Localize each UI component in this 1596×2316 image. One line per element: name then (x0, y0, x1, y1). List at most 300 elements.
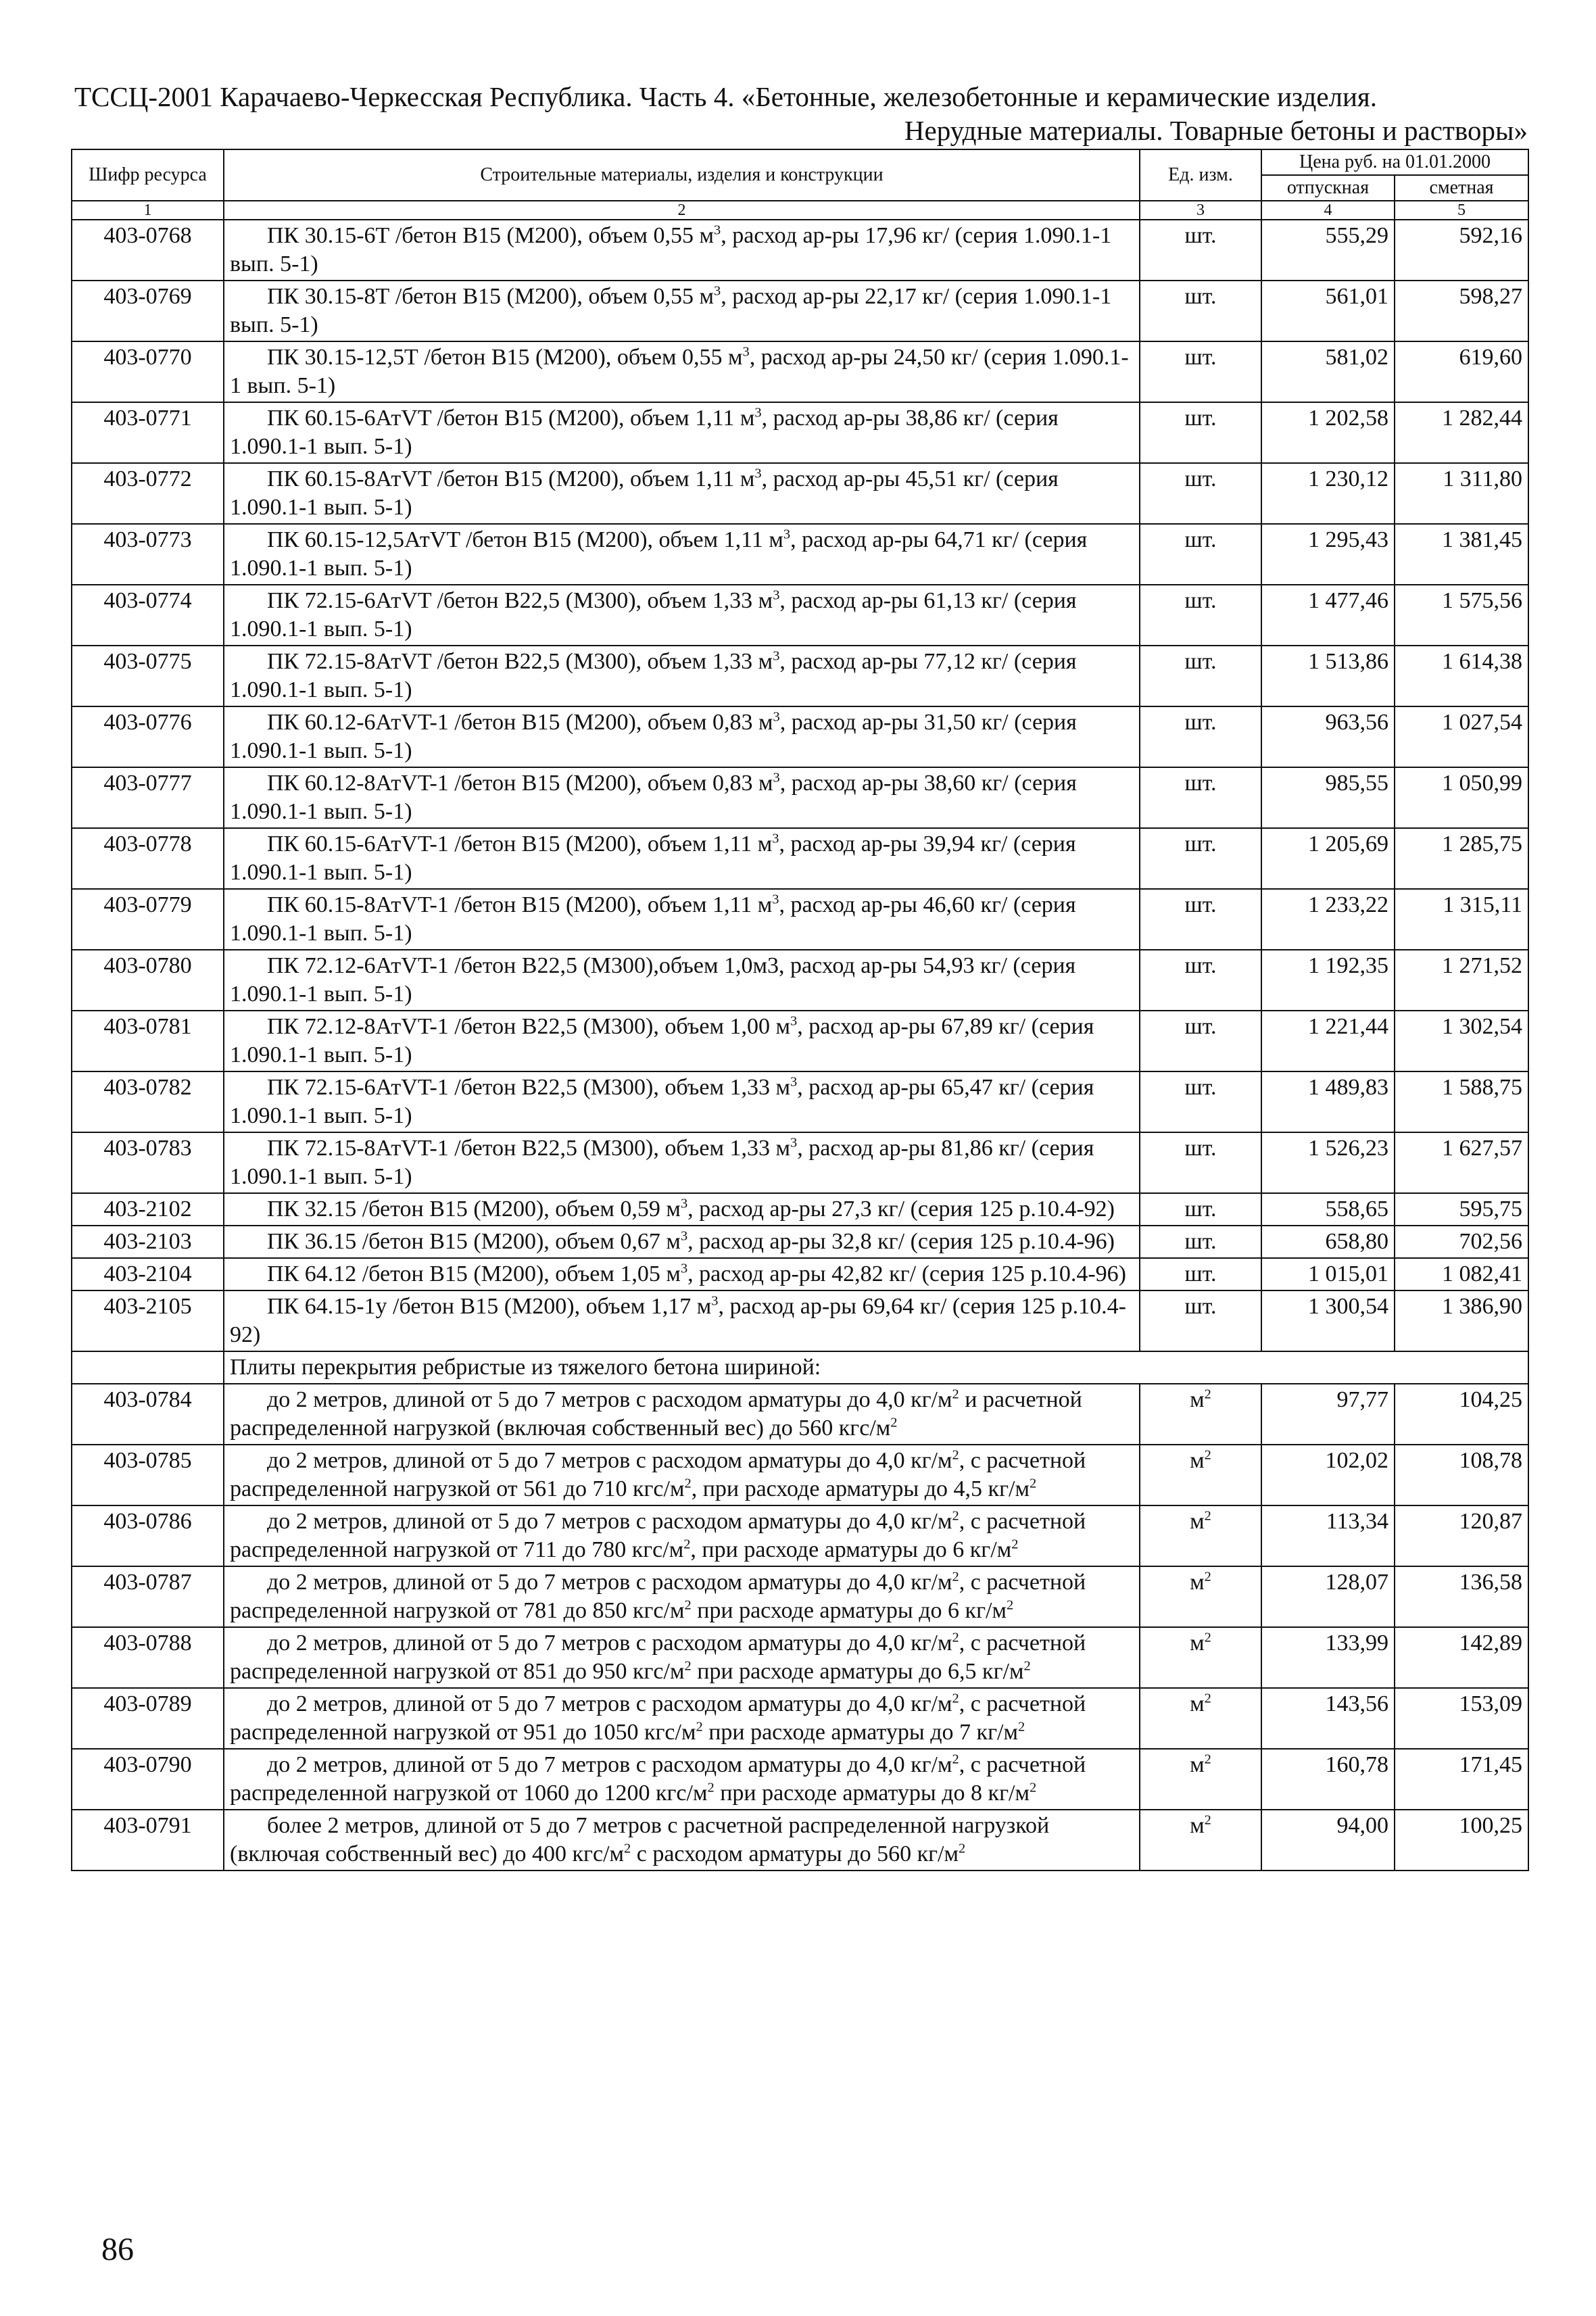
description-text: при расходе арматуры до 7 кг/м (702, 1720, 1018, 1745)
description-text: , при расходе арматуры до 4,5 кг/м (691, 1476, 1030, 1501)
estimate-price: 142,89 (1395, 1627, 1528, 1688)
superscript: 2 (624, 1841, 631, 1856)
description-text: , с расчетной распределенной нагрузкой от 851 до 950 кгс/м (230, 1631, 1086, 1684)
superscript: 2 (1006, 1597, 1014, 1613)
superscript: 2 (890, 1415, 898, 1430)
superscript: 3 (790, 1013, 798, 1029)
description-text: до 2 метров, длиной от 5 до 7 метров с расходом арматуры до 4,0 кг/м (267, 1752, 952, 1777)
resource-code: 403-0772 (72, 463, 224, 524)
estimate-price: 108,78 (1395, 1445, 1528, 1505)
item-description (224, 1193, 1140, 1226)
unit-text: м (1190, 1691, 1205, 1716)
description-text: , с расчетной распределенной нагрузкой от 1060 до 1200 кгс/м (230, 1752, 1086, 1806)
release-price: 581,02 (1261, 341, 1395, 402)
item-description (224, 1132, 1140, 1193)
superscript: 2 (1011, 1537, 1019, 1552)
superscript: 3 (680, 1228, 688, 1244)
release-price: 963,56 (1261, 706, 1395, 767)
superscript: 3 (773, 709, 780, 725)
table-row (72, 1505, 1528, 1566)
estimate-price: 1 315,11 (1395, 889, 1528, 950)
column-number: 1 (72, 201, 224, 220)
superscript: 3 (790, 1074, 798, 1090)
table-row (72, 706, 1528, 767)
item-description (224, 220, 1140, 281)
unit-text: шт. (1184, 588, 1217, 613)
superscript: 2 (952, 1752, 959, 1767)
unit-superscript: 2 (1204, 1691, 1211, 1706)
unit-of-measure (1140, 1258, 1261, 1290)
table-row (72, 767, 1528, 828)
item-description (224, 1226, 1140, 1258)
item-description (224, 1258, 1140, 1290)
description-text: ПК 60.15-8АтVT /бетон В15 (М200), объем 1,11 м (267, 466, 755, 491)
resource-code: 403-0782 (72, 1071, 224, 1132)
section-heading-row (72, 1351, 1528, 1384)
unit-text: шт. (1184, 406, 1217, 431)
resource-code: 403-0775 (72, 646, 224, 706)
item-description (224, 889, 1140, 950)
unit-of-measure (1140, 1011, 1261, 1071)
resource-code: 403-0785 (72, 1445, 224, 1505)
item-description (224, 341, 1140, 402)
unit-of-measure (1140, 1290, 1261, 1351)
resource-code: 403-0783 (72, 1132, 224, 1193)
superscript: 2 (952, 1630, 959, 1645)
table-row (72, 524, 1528, 585)
release-price: 1 489,83 (1261, 1071, 1395, 1132)
description-text: , расход ар-ры 32,8 кг/ (серия 125 р.10.4-96) (687, 1229, 1115, 1254)
superscript: 2 (952, 1508, 959, 1524)
unit-text: шт. (1184, 831, 1217, 857)
release-price: 558,65 (1261, 1193, 1395, 1226)
release-price: 143,56 (1261, 1688, 1395, 1749)
unit-of-measure (1140, 950, 1261, 1011)
description-text: при расходе арматуры до 6,5 кг/м (691, 1659, 1024, 1684)
item-description (224, 1384, 1140, 1445)
unit-of-measure (1140, 1071, 1261, 1132)
superscript: 2 (1023, 1658, 1031, 1674)
description-text: до 2 метров, длиной от 5 до 7 метров с расходом арматуры до 4,0 кг/м (267, 1570, 952, 1595)
superscript: 3 (772, 831, 779, 846)
resource-code-empty (72, 1351, 224, 1384)
resource-code: 403-0777 (72, 767, 224, 828)
table-row (72, 402, 1528, 463)
superscript: 2 (952, 1691, 959, 1706)
resource-code: 403-0788 (72, 1627, 224, 1688)
estimate-price: 1 614,38 (1395, 646, 1528, 706)
table-row (72, 1566, 1528, 1627)
superscript: 3 (773, 770, 780, 786)
superscript: 2 (952, 1569, 959, 1585)
table-row (72, 1258, 1528, 1290)
resource-code: 403-0781 (72, 1011, 224, 1071)
estimate-price: 1 027,54 (1395, 706, 1528, 767)
unit-text: шт. (1184, 1136, 1217, 1161)
unit-text: м (1190, 1570, 1205, 1595)
description-text: ПК 36.15 /бетон В15 (М200), объем 0,67 м (267, 1229, 681, 1254)
superscript: 3 (711, 1293, 719, 1309)
item-description (224, 1688, 1140, 1749)
description-text: , с расчетной распределенной нагрузкой от 951 до 1050 кгс/м (230, 1691, 1086, 1745)
description-text: , расход ар-ры 38,86 кг/ (серия 1.090.1-1 вып. 5-1) (230, 406, 1059, 459)
resource-code: 403-0774 (72, 585, 224, 646)
column-number: 3 (1140, 201, 1261, 220)
resource-code: 403-2105 (72, 1290, 224, 1351)
release-price: 102,02 (1261, 1445, 1395, 1505)
unit-of-measure (1140, 767, 1261, 828)
estimate-price: 1 285,75 (1395, 828, 1528, 889)
unit-text: шт. (1184, 1014, 1217, 1039)
description-text: ПК 60.15-8АтVT-1 /бетон В15 (М200), объем 1,11 м (267, 892, 773, 917)
superscript: 2 (1017, 1719, 1025, 1735)
release-price: 1 205,69 (1261, 828, 1395, 889)
description-text: , при расходе арматуры до 6 кг/м (690, 1537, 1012, 1562)
superscript: 3 (742, 344, 750, 360)
document-header (74, 80, 1528, 147)
header-line-1: ТССЦ-2001 Карачаево-Черкесская Республика. Часть 4. «Бетонные, железобетонные и керамические изделия. (74, 81, 1378, 112)
unit-of-measure (1140, 281, 1261, 341)
column-number: 5 (1395, 201, 1528, 220)
unit-text: шт. (1184, 527, 1217, 552)
table-row (72, 950, 1528, 1011)
description-text: и расчетной распределенной нагрузкой (включая собственный вес) до 560 кгс/м (230, 1387, 1082, 1441)
table-row (72, 1193, 1528, 1226)
description-text: , расход ар-ры 46,60 кг/ (серия 1.090.1-1 вып. 5-1) (230, 892, 1076, 946)
estimate-price: 104,25 (1395, 1384, 1528, 1445)
superscript: 3 (680, 1196, 688, 1211)
resource-code: 403-0790 (72, 1749, 224, 1810)
description-text: ПК 32.15 /бетон В15 (М200), объем 0,59 м (267, 1197, 681, 1222)
estimate-price: 171,45 (1395, 1749, 1528, 1810)
resource-code: 403-0780 (72, 950, 224, 1011)
resource-code: 403-0771 (72, 402, 224, 463)
resource-code: 403-2104 (72, 1258, 224, 1290)
item-description (224, 1290, 1140, 1351)
description-text: , расход ар-ры 31,50 кг/ (серия 1.090.1-1 вып. 5-1) (230, 710, 1077, 763)
table-row (72, 1071, 1528, 1132)
description-text: ПК 72.15-6АтVT-1 /бетон В22,5 (М300), объем 1,33 м (267, 1075, 790, 1100)
table-row (72, 341, 1528, 402)
column-header-release-price: отпускная (1261, 175, 1395, 201)
description-text: , расход ар-ры 42,82 кг/ (серия 125 р.10.4-96) (687, 1261, 1126, 1286)
description-text: ПК 72.12-8АтVT-1 /бетон В22,5 (М300), объем 1,00 м (267, 1014, 790, 1039)
superscript: 3 (772, 892, 779, 907)
unit-text: шт. (1184, 1261, 1217, 1286)
item-description (224, 950, 1140, 1011)
release-price: 160,78 (1261, 1749, 1395, 1810)
column-header-description: Строительные материалы, изделия и конструкции (224, 149, 1140, 201)
item-description (224, 524, 1140, 585)
release-price: 1 233,22 (1261, 889, 1395, 950)
description-text: ПК 72.15-8АтVT /бетон В22,5 (М300), объем 1,33 м (267, 649, 773, 674)
description-text: до 2 метров, длиной от 5 до 7 метров с расходом арматуры до 4,0 кг/м (267, 1448, 952, 1473)
resource-code: 403-0779 (72, 889, 224, 950)
item-description (224, 767, 1140, 828)
resource-code: 403-0791 (72, 1810, 224, 1871)
estimate-price: 595,75 (1395, 1193, 1528, 1226)
superscript: 2 (1029, 1780, 1037, 1795)
description-text: , расход ар-ры 77,12 кг/ (серия 1.090.1-1 вып. 5-1) (230, 649, 1077, 702)
column-numbers-row (72, 201, 1528, 220)
description-text: ПК 72.15-8АтVT-1 /бетон В22,5 (М300), объем 1,33 м (267, 1136, 790, 1161)
resource-code: 403-0776 (72, 706, 224, 767)
release-price: 1 230,12 (1261, 463, 1395, 524)
description-text: ПК 30.15-8Т /бетон В15 (М200), объем 0,55 м (267, 284, 715, 309)
description-text: более 2 метров, длиной от 5 до 7 метров с расчетной распределенной нагрузкой (включая собственный вес) до 400 кгс/м (230, 1813, 1050, 1866)
estimate-price: 592,16 (1395, 220, 1528, 281)
release-price: 561,01 (1261, 281, 1395, 341)
release-price: 985,55 (1261, 767, 1395, 828)
superscript: 3 (773, 587, 780, 603)
description-text: , расход ар-ры 61,13 кг/ (серия 1.090.1-1 вып. 5-1) (230, 588, 1077, 642)
unit-of-measure (1140, 1132, 1261, 1193)
description-text: , расход ар-ры 69,64 кг/ (серия 125 р.10.4-92) (230, 1294, 1126, 1347)
table-row (72, 1688, 1528, 1749)
table-row (72, 463, 1528, 524)
unit-text: шт. (1184, 284, 1217, 309)
unit-text: м (1190, 1509, 1205, 1534)
release-price: 1 300,54 (1261, 1290, 1395, 1351)
release-price: 128,07 (1261, 1566, 1395, 1627)
item-description (224, 463, 1140, 524)
price-table (71, 149, 1529, 1871)
item-description (224, 585, 1140, 646)
estimate-price: 120,87 (1395, 1505, 1528, 1566)
unit-text: м (1190, 1448, 1205, 1473)
release-price: 1 015,01 (1261, 1258, 1395, 1290)
table-row (72, 1384, 1528, 1445)
release-price: 1 526,23 (1261, 1132, 1395, 1193)
description-text: с расходом арматуры до 560 кг/м (631, 1841, 959, 1866)
estimate-price: 100,25 (1395, 1810, 1528, 1871)
unit-superscript: 2 (1204, 1812, 1211, 1828)
unit-text: шт. (1184, 466, 1217, 491)
estimate-price: 619,60 (1395, 341, 1528, 402)
unit-of-measure (1140, 220, 1261, 281)
superscript: 3 (714, 283, 721, 299)
superscript: 2 (684, 1658, 692, 1674)
column-header-unit: Ед. изм. (1140, 149, 1261, 201)
superscript: 2 (707, 1780, 715, 1795)
estimate-price: 1 302,54 (1395, 1011, 1528, 1071)
unit-of-measure (1140, 1749, 1261, 1810)
description-text: до 2 метров, длиной от 5 до 7 метров с расходом арматуры до 4,0 кг/м (267, 1691, 952, 1716)
item-description (224, 1627, 1140, 1688)
superscript: 2 (959, 1841, 966, 1856)
table-row (72, 1627, 1528, 1688)
item-description (224, 1566, 1140, 1627)
unit-superscript: 2 (1204, 1630, 1211, 1645)
table-row (72, 1226, 1528, 1258)
unit-of-measure (1140, 646, 1261, 706)
item-description (224, 1749, 1140, 1810)
superscript: 3 (754, 466, 762, 481)
description-text: , расход ар-ры 64,71 кг/ (серия 1.090.1-1 вып. 5-1) (230, 527, 1088, 581)
superscript: 2 (683, 1537, 691, 1552)
unit-of-measure (1140, 585, 1261, 646)
estimate-price: 1 311,80 (1395, 463, 1528, 524)
unit-text: шт. (1184, 1294, 1217, 1319)
estimate-price: 1 282,44 (1395, 402, 1528, 463)
unit-of-measure (1140, 341, 1261, 402)
table-row (72, 281, 1528, 341)
unit-text: шт. (1184, 223, 1217, 248)
description-text: , расход ар-ры 27,3 кг/ (серия 125 р.10.4-92) (687, 1197, 1115, 1222)
description-text: при расходе арматуры до 8 кг/м (714, 1781, 1030, 1806)
description-text: , расход ар-ры 38,60 кг/ (серия 1.090.1-1 вып. 5-1) (230, 771, 1077, 824)
header-line-2: Нерудные материалы. Товарные бетоны и растворы» (904, 115, 1528, 146)
release-price: 658,80 (1261, 1226, 1395, 1258)
unit-of-measure (1140, 828, 1261, 889)
release-price: 1 477,46 (1261, 585, 1395, 646)
column-header-price: Цена руб. на 01.01.2000 (1261, 149, 1528, 175)
description-text: ПК 72.15-6АтVT /бетон В22,5 (М300), объем 1,33 м (267, 588, 773, 613)
unit-of-measure (1140, 1688, 1261, 1749)
resource-code: 403-0778 (72, 828, 224, 889)
estimate-price: 1 627,57 (1395, 1132, 1528, 1193)
description-text: ПК 64.12 /бетон В15 (М200), объем 1,05 м (267, 1261, 681, 1286)
description-text: , с расчетной распределенной нагрузкой от 781 до 850 кгс/м (230, 1570, 1086, 1623)
estimate-price: 1 588,75 (1395, 1071, 1528, 1132)
description-text: ПК 60.12-6АтVT-1 /бетон В15 (М200), объем 0,83 м (267, 710, 773, 735)
item-description (224, 1445, 1140, 1505)
table-row (72, 1132, 1528, 1193)
estimate-price: 1 386,90 (1395, 1290, 1528, 1351)
description-text: , расход ар-ры 67,89 кг/ (серия 1.090.1-1 вып. 5-1) (230, 1014, 1094, 1067)
resource-code: 403-0789 (72, 1688, 224, 1749)
superscript: 3 (680, 1261, 688, 1276)
description-text: , расход ар-ры 81,86 кг/ (серия 1.090.1-1 вып. 5-1) (230, 1136, 1094, 1189)
unit-text: шт. (1184, 1197, 1217, 1222)
estimate-price: 136,58 (1395, 1566, 1528, 1627)
unit-superscript: 2 (1204, 1447, 1211, 1463)
column-header-code: Шифр ресурса (72, 149, 224, 201)
item-description (224, 1071, 1140, 1132)
table-row (72, 828, 1528, 889)
unit-text: м (1190, 1387, 1205, 1412)
unit-of-measure (1140, 1384, 1261, 1445)
unit-text: м (1190, 1631, 1205, 1656)
superscript: 3 (754, 405, 762, 420)
superscript: 2 (684, 1476, 692, 1491)
superscript: 3 (773, 648, 780, 664)
unit-text: шт. (1184, 892, 1217, 917)
release-price: 1 192,35 (1261, 950, 1395, 1011)
item-description (224, 1011, 1140, 1071)
description-text: , расход ар-ры 24,50 кг/ (серия 1.090.1-1 вып. 5-1) (230, 345, 1129, 398)
table-row (72, 646, 1528, 706)
description-text: до 2 метров, длиной от 5 до 7 метров с расходом арматуры до 4,0 кг/м (267, 1631, 952, 1656)
estimate-price: 1 050,99 (1395, 767, 1528, 828)
estimate-price: 1 575,56 (1395, 585, 1528, 646)
unit-of-measure (1140, 1566, 1261, 1627)
estimate-price: 598,27 (1395, 281, 1528, 341)
description-text: ПК 60.15-6АтVT /бетон В15 (М200), объем 1,11 м (267, 406, 755, 431)
table-row (72, 1011, 1528, 1071)
price-table-body (72, 220, 1528, 1871)
description-text: , расход ар-ры 65,47 кг/ (серия 1.090.1-1 вып. 5-1) (230, 1075, 1094, 1128)
page-number: 86 (101, 2231, 134, 2267)
description-text: до 2 метров, длиной от 5 до 7 метров с расходом арматуры до 4,0 кг/м (267, 1509, 952, 1534)
table-row (72, 1749, 1528, 1810)
release-price: 97,77 (1261, 1384, 1395, 1445)
resource-code: 403-0784 (72, 1384, 224, 1445)
description-text: , с расчетной распределенной нагрузкой от 561 до 710 кгс/м (230, 1448, 1086, 1501)
description-text: , расход ар-ры 39,94 кг/ (серия 1.090.1-1 вып. 5-1) (230, 831, 1076, 885)
resource-code: 403-2102 (72, 1193, 224, 1226)
unit-of-measure (1140, 463, 1261, 524)
unit-text: шт. (1184, 953, 1217, 978)
unit-superscript: 2 (1204, 1752, 1211, 1767)
unit-text: м (1190, 1752, 1205, 1777)
unit-of-measure (1140, 889, 1261, 950)
description-text: , расход ар-ры 17,96 кг/ (серия 1.090.1-1 вып. 5-1) (230, 223, 1112, 276)
estimate-price: 702,56 (1395, 1226, 1528, 1258)
description-text: до 2 метров, длиной от 5 до 7 метров с расходом арматуры до 4,0 кг/м (267, 1387, 952, 1412)
release-price: 1 295,43 (1261, 524, 1395, 585)
release-price: 113,34 (1261, 1505, 1395, 1566)
unit-text: м (1190, 1813, 1205, 1838)
item-description (224, 706, 1140, 767)
resource-code: 403-2103 (72, 1226, 224, 1258)
item-description (224, 402, 1140, 463)
description-text: ПК 60.15-12,5АтVT /бетон В15 (М200), объем 1,11 м (267, 527, 783, 552)
item-description (224, 281, 1140, 341)
unit-text: шт. (1184, 649, 1217, 674)
unit-of-measure (1140, 1505, 1261, 1566)
table-row (72, 585, 1528, 646)
column-number: 2 (224, 201, 1140, 220)
unit-text: шт. (1184, 345, 1217, 370)
table-row (72, 220, 1528, 281)
table-row (72, 889, 1528, 950)
description-text: ПК 30.15-12,5Т /бетон В15 (М200), объем 0,55 м (267, 345, 743, 370)
table-row (72, 1445, 1528, 1505)
release-price: 94,00 (1261, 1810, 1395, 1871)
description-text: ПК 30.15-6Т /бетон В15 (М200), объем 0,55 м (267, 223, 715, 248)
unit-text: шт. (1184, 1229, 1217, 1254)
item-description (224, 646, 1140, 706)
resource-code: 403-0787 (72, 1566, 224, 1627)
estimate-price: 1 381,45 (1395, 524, 1528, 585)
superscript: 2 (952, 1386, 959, 1402)
unit-of-measure (1140, 1445, 1261, 1505)
estimate-price: 1 271,52 (1395, 950, 1528, 1011)
superscript: 2 (1029, 1476, 1037, 1491)
description-text: ПК 72.12-6АтVT-1 /бетон В22,5 (М300),объем 1,0м3, расход ар-ры 54,93 кг/ (серия 1.090.1-1 вып. 5-1) (230, 953, 1076, 1007)
resource-code: 403-0786 (72, 1505, 224, 1566)
release-price: 1 513,86 (1261, 646, 1395, 706)
release-price: 133,99 (1261, 1627, 1395, 1688)
resource-code: 403-0770 (72, 341, 224, 402)
superscript: 3 (714, 222, 721, 238)
unit-of-measure (1140, 402, 1261, 463)
resource-code: 403-0769 (72, 281, 224, 341)
column-number: 4 (1261, 201, 1395, 220)
unit-of-measure (1140, 706, 1261, 767)
resource-code: 403-0768 (72, 220, 224, 281)
section-heading: Плиты перекрытия ребристые из тяжелого бетона шириной: (224, 1351, 1528, 1384)
table-row (72, 1810, 1528, 1871)
resource-code: 403-0773 (72, 524, 224, 585)
unit-text: шт. (1184, 710, 1217, 735)
item-description (224, 1505, 1140, 1566)
estimate-price: 153,09 (1395, 1688, 1528, 1749)
unit-text: шт. (1184, 1075, 1217, 1100)
unit-text: шт. (1184, 771, 1217, 796)
superscript: 3 (783, 527, 791, 542)
